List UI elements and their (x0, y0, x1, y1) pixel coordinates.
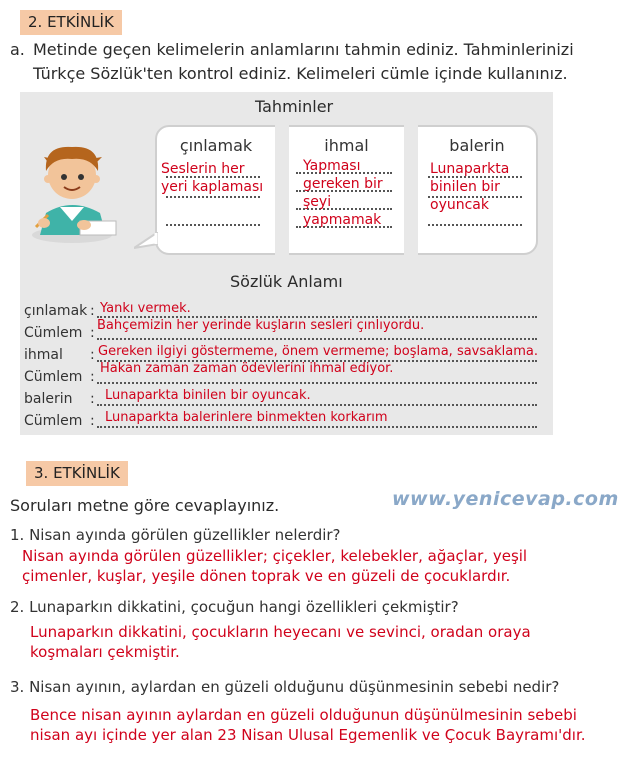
activity3-badge: 3. ETKİNLİK (26, 461, 128, 486)
answer-3: Bence nisan ayının aylardan en güzeli olduğunun düşünülmesinin sebebi nisan ayı içinde yer alan 23 Nisan Ulusal Egemenlik ve Çocuk Bayramı'dır. (30, 706, 586, 744)
word-title-cinlamak: çınlamak (179, 136, 253, 155)
word-title-ihmal: ihmal (324, 136, 369, 155)
entry-answer-balerin: Lunaparkta binilen bir oyuncak. (105, 388, 311, 403)
guess-balerin-2: binilen bir (430, 179, 500, 195)
instruction-line2: Türkçe Sözlük'ten kontrol ediniz. Kelimeleri cümle içinde kullanınız. (33, 64, 568, 83)
question-3: 3. Nisan ayının, aylardan en güzeli olduğunu düşünmesinin sebebi nedir? (10, 678, 560, 696)
instruction-line1: Metinde geçen kelimelerin anlamlarını tahmin ediniz. Tahminlerinizi (33, 40, 574, 59)
question-2: 2. Lunaparkın dikkatini, çocuğun hangi özellikleri çekmiştir? (10, 598, 459, 616)
guess-cinlamak-1: Seslerin her (161, 161, 245, 177)
word-title-balerin: balerin (449, 136, 505, 155)
entry-answer-cinlamak: Yankı vermek. (100, 301, 191, 316)
activity3-instruction: Soruları metne göre cevaplayınız. (10, 496, 280, 515)
instruction-label: a. (10, 40, 25, 59)
bubble-tail (134, 232, 158, 250)
guesses-title: Tahminler (255, 97, 334, 116)
answer-1: Nisan ayında görülen güzellikler; çiçekler, kelebekler, ağaçlar, yeşil çimenler, kuşlar, yeşile dönen toprak ve en güzeli de çocuklardır. (22, 547, 528, 585)
entry-label-cumlem-2: Cümlem (24, 369, 83, 385)
guess-balerin-1: Lunaparkta (430, 161, 510, 177)
entry-label-balerin: balerin (24, 391, 73, 407)
guess-balerin-3: oyuncak (430, 197, 489, 213)
entry-answer-ihmal: Gereken ilgiyi göstermeme, önem vermeme; boşlama, savsaklama. (98, 344, 538, 359)
guess-ihmal-4: yapmamak (303, 212, 382, 228)
guess-ihmal-2: gereken bir (303, 176, 383, 192)
entry-answer-cumlem-1: Bahçemizin her yerinde kuşların sesleri çınlıyordu. (97, 318, 425, 333)
entry-label-ihmal: ihmal (24, 347, 63, 363)
watermark-logo: www.yenicevap.com (392, 488, 619, 510)
guess-ihmal-1: Yapması (303, 158, 361, 174)
entry-answer-cumlem-2: Hakan zaman zaman ödevlerini ihmal ediyor. (100, 361, 394, 376)
boy-illustration (24, 135, 134, 245)
entry-label-cumlem-1: Cümlem (24, 325, 83, 341)
question-1: 1. Nisan ayında görülen güzellikler nelerdir? (10, 526, 341, 544)
guess-cinlamak-2: yeri kaplaması (161, 179, 264, 195)
activity2-badge: 2. ETKİNLİK (20, 10, 122, 35)
entry-label-cumlem-3: Cümlem (24, 413, 83, 429)
answer-2: Lunaparkın dikkatini, çocukların heyecanı ve sevinci, oradan oraya koşmaları çekmiştir. (30, 623, 531, 661)
guess-ihmal-3: şeyi (303, 194, 332, 210)
dictionary-title: Sözlük Anlamı (230, 272, 343, 291)
entry-answer-cumlem-3: Lunaparkta balerinlere binmekten korkarım (105, 410, 388, 425)
entry-label-cinlamak: çınlamak (24, 303, 88, 319)
